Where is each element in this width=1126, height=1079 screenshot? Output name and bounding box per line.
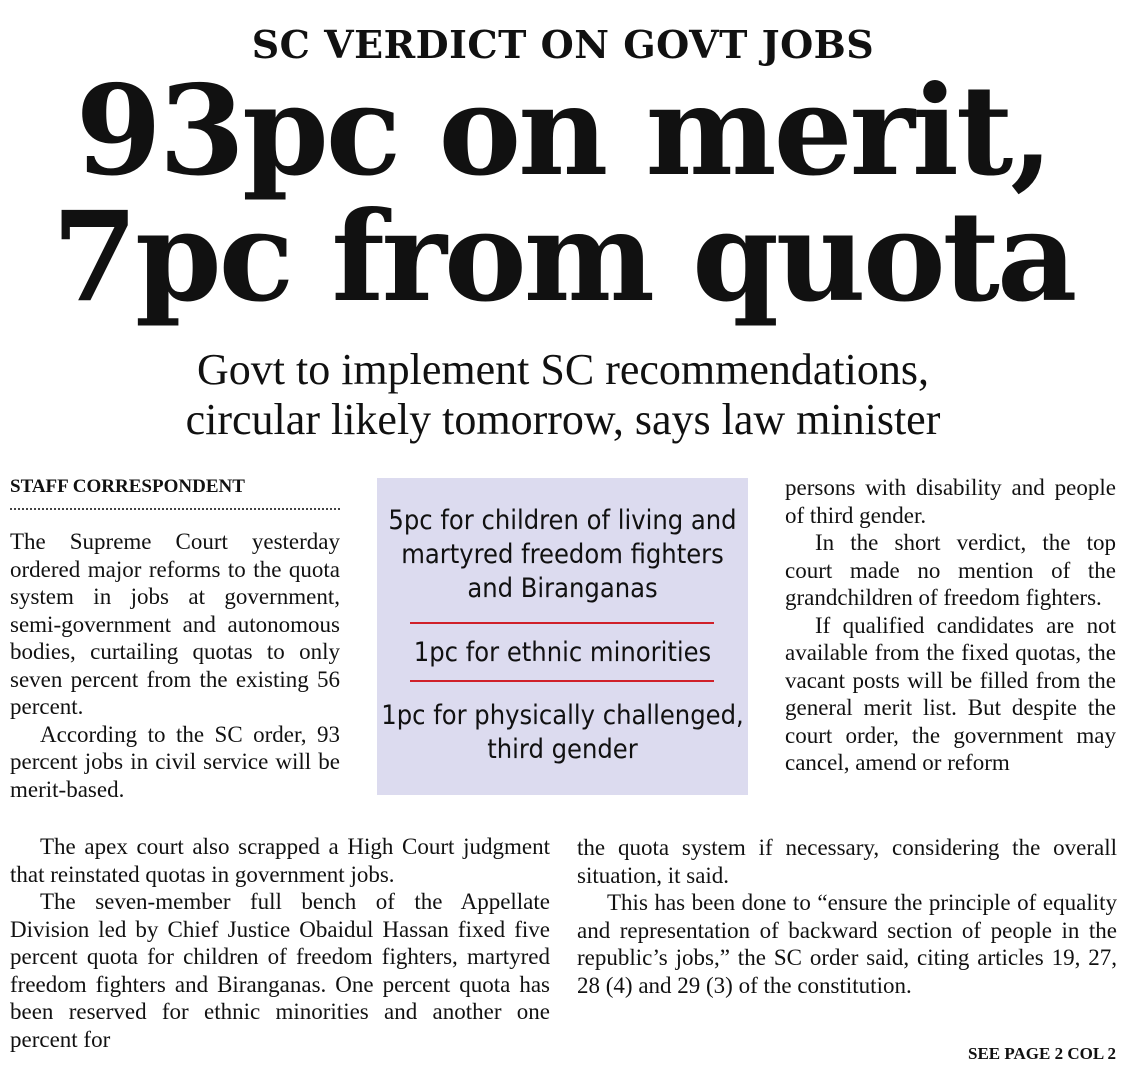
byline: STAFF CORRESPONDENT xyxy=(10,476,245,497)
body-column-1 xyxy=(10,528,340,803)
body-column-2 xyxy=(10,833,550,1053)
byline-divider xyxy=(10,508,340,510)
body-column-4 xyxy=(577,834,1117,999)
paragraph: In the short verdict, the top court made no mention of the grandchildren of freedom fighters. xyxy=(785,530,1116,610)
quota-item-physically-challenged: 1pc for physically challenged, third gender xyxy=(381,700,744,765)
body-column-3 xyxy=(785,474,1116,777)
quota-summary-box xyxy=(377,478,748,795)
deck-line-2: circular likely tomorrow, says law minister xyxy=(185,395,941,444)
kicker: SC VERDICT ON GOVT JOBS xyxy=(251,22,875,67)
quota-item-freedom-fighters: 5pc for children of living and martyred freedom fighters and Biranganas xyxy=(388,505,737,604)
jump-line: SEE PAGE 2 COL 2 xyxy=(968,1044,1116,1063)
quota-item-ethnic-minorities: 1pc for ethnic minorities xyxy=(413,637,712,668)
paragraph: This has been done to “ensure the principle of equality and representation of backward section of people in the republic’s jobs,” the SC order said, citing articles 19, 27, 28 (4) and 29 (3) of the constitution. xyxy=(577,890,1117,998)
box-divider xyxy=(410,680,714,682)
paragraph: persons with disability and people of third gender. xyxy=(785,475,1116,528)
paragraph: The Supreme Court yesterday ordered major reforms to the quota system in jobs at government, semi-government and autonomous bodies, curtailing quotas to only seven percent from the existing 56 percent. xyxy=(10,529,340,719)
headline-line-2: 7pc from quota xyxy=(51,185,1075,330)
box-divider xyxy=(410,622,714,624)
deck-line-1: Govt to implement SC recommendations, xyxy=(196,345,929,394)
paragraph: According to the SC order, 93 percent jobs in civil service will be merit-based. xyxy=(10,721,340,802)
paragraph: The apex court also scrapped a High Court judgment that reinstated quotas in government jobs. xyxy=(10,834,550,887)
headline-line-1: 93pc on merit, xyxy=(75,59,1051,204)
paragraph: the quota system if necessary, considering the overall situation, it said. xyxy=(577,835,1117,888)
paragraph: If qualified candidates are not available from the fixed quotas, the vacant posts will be filled from the general merit list. But despite the court order, the government may cancel, amend or reform xyxy=(785,612,1116,775)
paragraph: The seven-member full bench of the Appellate Division led by Chief Justice Obaidul Hassan fixed five percent quota for children of freedom fighters, martyred freedom fighters and Biranganas. One percent quota has been reserved for ethnic minorities and another one percent for xyxy=(10,889,550,1052)
